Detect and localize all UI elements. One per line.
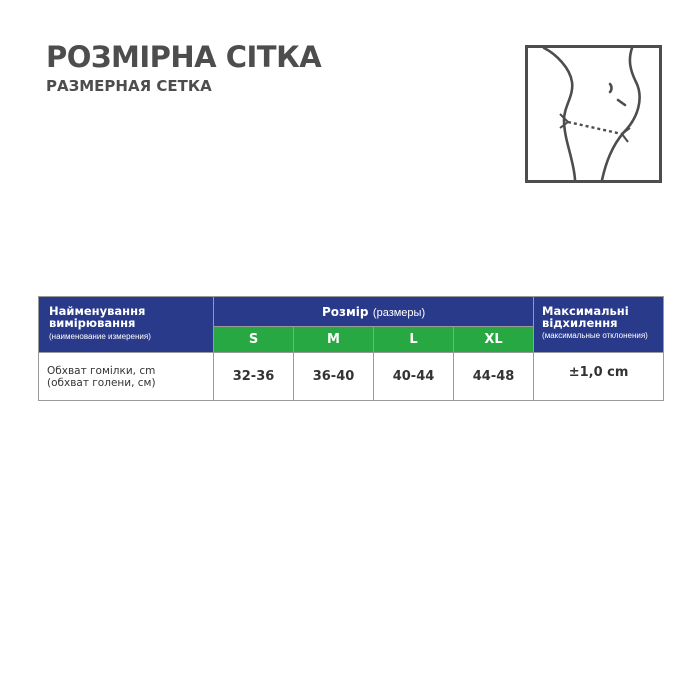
tolerance-value: ±1,0 cm: [534, 353, 664, 401]
measurement-name-line2: (обхват голени, см): [47, 376, 156, 389]
table-row: [39, 353, 664, 401]
size-header-sub: (размеры): [372, 306, 426, 319]
size-header: [214, 297, 534, 327]
size-label-xl: XL: [454, 327, 534, 353]
measurement-name-header-line1: Найменування: [49, 304, 146, 318]
measurement-name-header-line2: вимірювання: [49, 316, 136, 330]
page-title: РОЗМІРНА СІТКА: [46, 40, 322, 74]
size-label-m: M: [294, 327, 374, 353]
deviation-header-line2: відхилення: [542, 316, 618, 330]
size-label-s: S: [214, 327, 294, 353]
measurement-name-header: [39, 297, 214, 353]
page-subtitle: РАЗМЕРНАЯ СЕТКА: [46, 77, 212, 95]
deviation-header-line1: Максимальні: [542, 304, 629, 318]
measurement-name-line1: Обхват гомілки, cm: [47, 364, 156, 377]
size-label-l: L: [374, 327, 454, 353]
measurement-name-cell: [39, 353, 214, 401]
size-chart-table: [38, 296, 664, 401]
size-header-title: Розмір: [321, 304, 369, 319]
value-xl: 44-48: [454, 353, 534, 401]
value-m: 36-40: [294, 353, 374, 401]
value-l: 40-44: [374, 353, 454, 401]
leg-calf-measurement-icon: [525, 45, 662, 183]
deviation-header-sub: (максимальные отклонения): [542, 331, 648, 340]
deviation-header: [534, 297, 664, 353]
title-block: [46, 40, 321, 96]
measurement-name-header-sub: (наименование измерения): [49, 332, 151, 341]
value-s: 32-36: [214, 353, 294, 401]
